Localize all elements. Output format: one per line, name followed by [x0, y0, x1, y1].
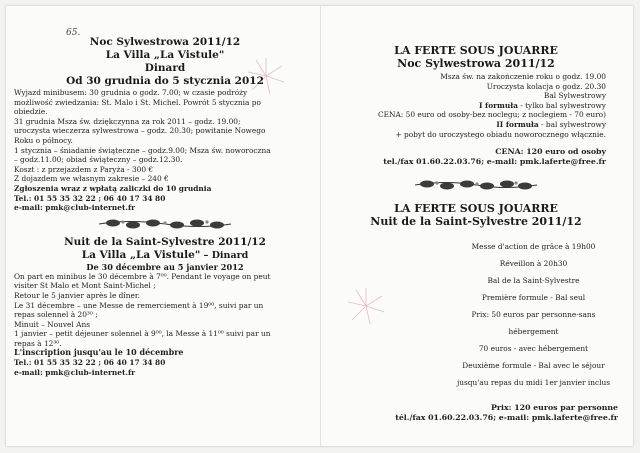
fr-line: Minuit – Nouvel Ans — [14, 319, 91, 329]
fr-line: On part en minibus le 30 décembre à 7⁰⁰. Pendant le voyage on peut — [14, 271, 271, 281]
pl-ferte-line: Uroczysta kolacja o godz. 20.30 — [486, 81, 606, 91]
pl-formula-2: II formuła - bal sylwestrowy — [496, 119, 606, 129]
pl-ferte-program — [326, 72, 626, 166]
pl-ferte-price: CENA: 120 euro od osoby — [495, 147, 606, 157]
fr-ferte-line: 70 euros - avec hébergement — [478, 344, 589, 354]
pl-line: Wyjazd minibusem: 30 grudnia o godz. 7.00; w czasie podróży — [14, 88, 248, 97]
pl-email: e-mail: pmk@club-internet.fr — [14, 203, 136, 213]
fr-ferte-line: Première formule - Bal seul — [481, 293, 586, 303]
fr-line: Retour le 5 janvier après le dîner. — [14, 290, 140, 300]
pl-line: uroczysta wieczerza sylwestrowa – godz. 20.30; powitanie Nowego — [14, 126, 266, 136]
holly-ornament — [326, 178, 626, 192]
pl-line: obiedzie. — [14, 107, 48, 117]
pl-line: – godz.11.00; obiad świąteczny – godz.12.30. — [14, 155, 183, 165]
pl-ferte-cena: CENA: 50 euro od osoby-bez noclegu; z noclegiem - 70 euro) — [377, 110, 606, 120]
fr-program — [14, 272, 316, 378]
pl-phone: Tel.: 01 55 35 32 22 ; 06 40 17 34 80 — [14, 193, 166, 203]
handwritten-page-number: 65. — [66, 28, 81, 38]
pl-formula-2-extra: + pobyt do uroczystego obiadu noworocznego włącznie. — [395, 129, 606, 139]
pl-line: możliwość zwiedzania: St. Malo i St. Michel. Powrót 5 stycznia po — [14, 97, 261, 107]
fr-ferte-line: Prix: 50 euros par personne-sans — [471, 310, 596, 320]
pl-city: Dinard — [144, 62, 186, 74]
fr-ferte-subtitle: Nuit de la Saint-Sylvestre 2011/12 — [370, 215, 582, 229]
pl-line: Koszt : z przejazdem z Paryża - 300 € — [14, 164, 154, 174]
pl-title: Noc Sylwestrowa 2011/12 — [89, 36, 241, 48]
fr-line: repas solennel à 20³⁰ ; — [14, 310, 98, 320]
pl-ferte-title: LA FERTE SOUS JOUARRE — [394, 44, 558, 57]
pl-deadline: Zgłoszenia wraz z wpłatą zaliczki do 10 grudnia — [14, 183, 212, 193]
fr-venue: La Villa „La Vistule" – Dinard — [81, 248, 249, 261]
pl-ferte-line: Bal Sylwestrowy — [543, 91, 606, 101]
fr-line: repas à 12³⁰. — [14, 338, 62, 348]
fr-line: visiter St Malo et Mont Saint-Michel ; — [14, 281, 156, 291]
pl-line: Z dojazdem we własnym zakresie – 240 € — [14, 174, 169, 184]
fr-ferte-price: Prix: 120 euros par personne — [491, 403, 618, 413]
right-column — [326, 6, 626, 422]
holly-ornament — [14, 217, 316, 231]
pl-ferte-subtitle: Noc Sylwestrowa 2011/12 — [397, 57, 555, 70]
fr-line: Le 31 décembre – une Messe de remerciement à 19⁰⁰, suivi par un — [14, 300, 264, 310]
pl-line: 31 grudnia Msza św. dziękczynna za rok 2011 – godz. 19.00; — [14, 116, 241, 126]
fr-ferte-line: Deuxième formule - Bal avec le séjour — [462, 361, 605, 371]
fr-dates: De 30 décembre au 5 janvier 2012 — [86, 261, 244, 272]
fr-line: 1 janvier – petit déjeuner solennel à 9⁰⁰, la Messe à 11⁰⁰ suivi par un — [14, 329, 271, 339]
document-page — [6, 6, 633, 446]
pl-ferte-contact: tel./fax 01.60.22.03.76; e-mail: pmk.laferte@free.fr — [383, 156, 606, 166]
pl-formula-1: I formuła - tylko bal sylwestrowy — [479, 100, 606, 110]
pl-line: Roku o północy. — [14, 135, 73, 145]
fr-ferte-title: LA FERTE SOUS JOUARRE — [394, 202, 558, 216]
pl-program — [14, 88, 316, 213]
pl-ferte-line: Msza św. na zakończenie roku o godz. 19.00 — [440, 72, 606, 81]
fr-ferte-line: hébergement — [508, 327, 559, 337]
fr-title: Nuit de la Saint-Sylvestre 2011/12 — [64, 235, 266, 248]
fold-line — [320, 6, 321, 446]
fr-ferte-line: jusqu'au repas du midi 1er janvier inclus — [456, 378, 611, 388]
fr-email: e-mail: pmk@club-internet.fr — [14, 367, 136, 377]
fr-deadline: L'inscription jusqu'au le 10 décembre — [14, 347, 184, 358]
left-column — [14, 6, 316, 377]
fr-ferte-line: Messe d'action de grâce à 19h00 — [471, 242, 596, 252]
fr-ferte-program — [446, 242, 621, 387]
fr-ferte-line: Réveillon à 20h30 — [499, 259, 568, 269]
fr-phone: Tel.: 01 55 35 32 22 ; 06 40 17 34 80 — [14, 358, 166, 368]
pl-venue: La Villa „La Vistule" — [105, 49, 225, 61]
pl-dates: Od 30 grudnia do 5 stycznia 2012 — [66, 75, 264, 87]
fr-ferte-line: Bal de la Saint-Sylvestre — [487, 276, 580, 286]
pl-line: 1 stycznia – śniadanie świąteczne – godz.9.00; Msza św. noworoczna — [14, 145, 271, 155]
fr-ferte-contact: tél./fax 01.60.22.03.76; e-mail: pmk.laferte@free.fr — [395, 412, 618, 422]
